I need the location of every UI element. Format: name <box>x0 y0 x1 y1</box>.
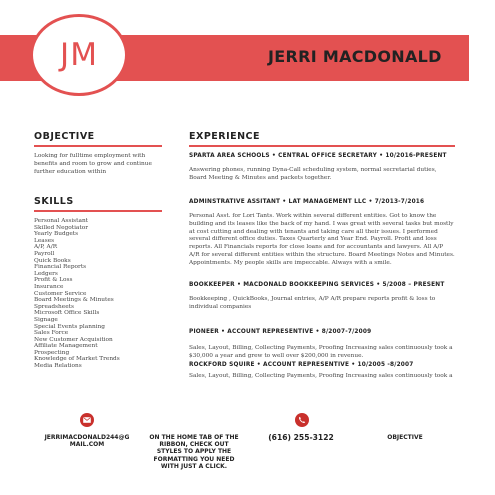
skill-item: Signage <box>34 316 58 323</box>
footer-ribbon-note: ON THE HOME TAB OF THE RIBBON, CHECK OUT STYLES TO APPLY THE FORMATTING YOU NEED WITH JUST A CLICK. <box>149 434 239 470</box>
skill-item: Board Meetings & Minutes <box>34 297 114 304</box>
objective-text: Looking for fulltime employment with benefits and room to grow and continue further education within <box>34 153 152 175</box>
skill-item: Ledgers <box>34 270 58 277</box>
job-3-description: Bookkeeping , QuickBooks, Journal entries, A/P A/R prepare reports profit & loss to individual companies <box>189 296 436 310</box>
skill-item: Insurance <box>34 283 64 290</box>
skills-list <box>34 218 164 370</box>
monogram-circle <box>30 14 128 96</box>
full-name: JERRI MACDONALD <box>268 47 442 66</box>
skill-item: Profit & Loss <box>34 277 73 284</box>
skill-item: Skilled Negotiator <box>34 224 88 231</box>
skill-item: Leases <box>34 237 55 244</box>
skill-item: A/P, A/R <box>34 244 58 251</box>
job-4-description: Sales, Layout, Billing, Collecting Payments, Proofing Increasing sales continuously took a $30,000 a year and grew to well over $200,000 in revenue. <box>189 345 453 359</box>
objective-rule <box>34 145 162 147</box>
skills-title: SKILLS <box>34 196 74 207</box>
job-4-heading: PIONEER • ACCOUNT REPRESENTIVE • 8/2007-7/2009 <box>189 329 372 335</box>
skill-item: Sales Force <box>34 330 69 337</box>
footer-objective-label: OBJECTIVE <box>387 434 423 441</box>
job-5-heading: ROCKFORD SQUIRE • ACCOUNT REPRESENTIVE • 10/2005 -8/2007 <box>189 362 414 368</box>
job-2-description: Personal Asst. for Lori Tants. Work within several different entities. Got to know the building and its leases like the back of my hand. I was great with several tasks but mostly at cost cutting and dealing with tenants and taking care all their issues. I performed several different office duties. Taxes Quarterly and Year End. Payroll. Profit and loss reports. All Financials reports for close loans and for accountants and lawyers. All A/P A/R for several different entities within the structure. Board Meetings Notes and Minutes. Appointments. My people skills are impeccable. Always with a smile. <box>189 213 455 266</box>
experience-title: EXPERIENCE <box>189 131 261 142</box>
job-3-heading: BOOKKEEPER • MACDONALD BOOKKEEPING SERVICES • 5/2008 – PRESENT <box>189 282 445 288</box>
skill-item: Prospecting <box>34 349 70 356</box>
skill-item: Affiliate Management <box>34 343 98 350</box>
job-1-description: Answering phones, running Dyna-Call scheduling system, normal secretarial duties, Board Meeting & Minutes and packets together. <box>189 167 437 181</box>
skill-item: Personal Assistant <box>34 218 89 224</box>
experience-rule <box>189 145 455 147</box>
skill-item: New Customer Acquisition <box>34 336 113 343</box>
phone-icon <box>295 413 309 427</box>
skill-item: Quick Books <box>34 257 71 264</box>
skill-item: Payroll <box>34 250 55 257</box>
skills-rule <box>34 210 162 212</box>
skill-item: Spreadsheets <box>34 303 74 310</box>
skill-item: Financial Reports <box>34 264 87 271</box>
objective-title: OBJECTIVE <box>34 131 95 142</box>
job-1-heading: SPARTA AREA SCHOOLS • CENTRAL OFFICE SECRETARY • 10/2016-PRESENT <box>189 153 447 159</box>
envelope-icon <box>80 413 94 427</box>
footer-email[interactable]: JERRIMACDONALD244@G MAIL.COM <box>44 434 130 449</box>
job-5-description: Sales, Layout, Billing, Collecting Payments, Proofing Increasing sales continuously took a <box>189 373 453 379</box>
skill-item: Yearly Budgets <box>34 231 79 238</box>
skill-item: Microsoft Office Skills <box>34 310 100 317</box>
job-2-heading: ADMINSTRATIVE ASSITANT • LAT MANAGEMENT LLC • 7/2013-7/2016 <box>189 199 425 205</box>
footer-phone[interactable]: (616) 255-3122 <box>268 433 334 442</box>
skill-item: Special Events planning <box>34 323 105 330</box>
skill-item: Knowledge of Market Trends <box>34 356 120 363</box>
skill-item: Customer Service <box>34 290 87 297</box>
monogram: JM <box>60 37 98 73</box>
skill-item: Media Relations <box>34 363 82 370</box>
